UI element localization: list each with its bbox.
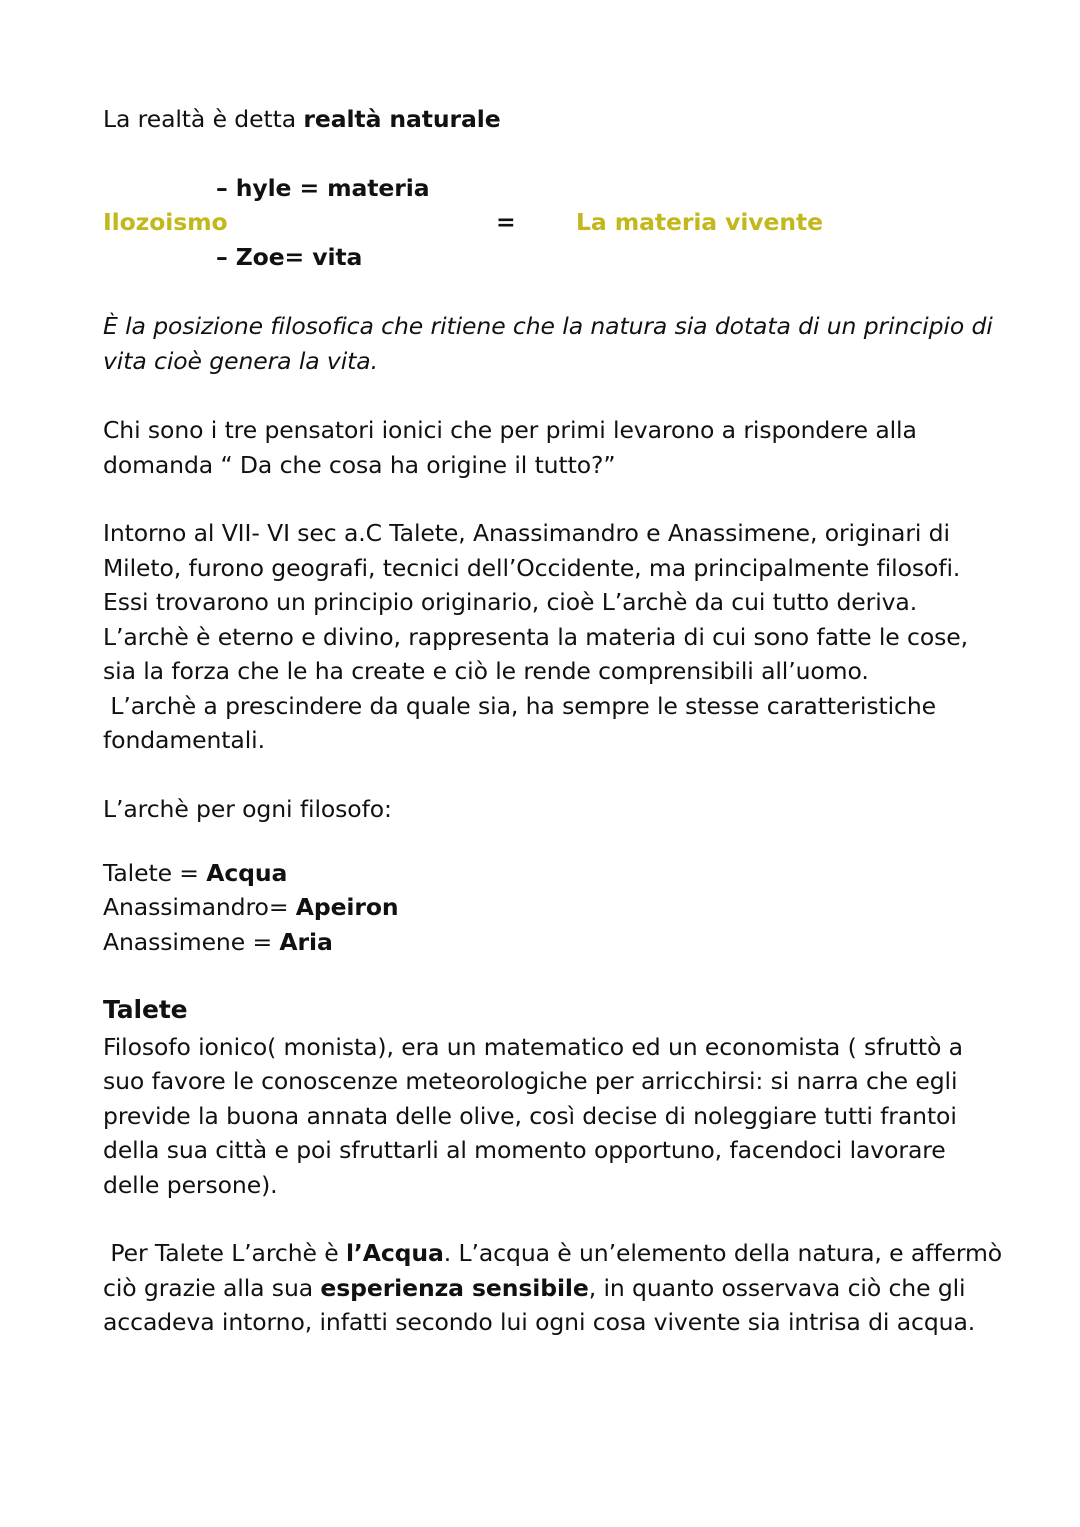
arche-line-5: sia la forza che le ha create e ciò le rende comprensibili all’uomo. — [103, 657, 869, 685]
talete-final-line-2 — [103, 1271, 966, 1306]
talete-final-line-3: accadeva intorno, infatti secondo lui ogni cosa vivente sia intrisa di acqua. — [103, 1308, 976, 1336]
arche-item-value: Apeiron — [295, 893, 399, 921]
zoe-line: – Zoe= vita — [216, 243, 363, 271]
arche-item-name: Anassimandro= — [103, 893, 296, 921]
hyle-line: – hyle = materia — [216, 174, 430, 202]
text-span: ciò grazie alla sua — [103, 1274, 321, 1302]
arche-list-intro: L’archè per ogni filosofo: — [103, 795, 392, 823]
definition-line-2: vita cioè genera la vita. — [103, 347, 378, 375]
text-span: , in quanto osservava ciò che gli — [588, 1274, 966, 1302]
talete-bio-line-2: suo favore le conoscenze meteorologiche per arricchirsi: si narra che egli — [103, 1067, 958, 1095]
text-span: . L’acqua è un’elemento della natura, e affermò — [443, 1239, 1003, 1267]
arche-item-anassimandro — [103, 890, 399, 925]
talete-bio-line-1: Filosofo ionico( monista), era un matematico ed un economista ( sfruttò a — [103, 1033, 963, 1061]
intro-line — [103, 102, 501, 137]
arche-item-value: Aria — [279, 928, 333, 956]
equals-sign: = — [496, 208, 516, 236]
arche-item-talete — [103, 856, 287, 891]
intro-bold: realtà naturale — [303, 105, 501, 133]
ilozoismo-term: Ilozoismo — [103, 208, 228, 236]
esperienza-bold: esperienza sensibile — [320, 1274, 589, 1302]
definition-line-1: È la posizione filosofica che ritiene che la natura sia dotata di un principio di — [103, 312, 993, 340]
talete-bio-line-5: delle persone). — [103, 1171, 278, 1199]
acqua-bold: l’Acqua — [345, 1239, 444, 1267]
arche-line-2: Mileto, furono geografi, tecnici dell’Occidente, ma principalmente filosofi. — [103, 554, 961, 582]
arche-line-1: Intorno al VII- VI sec a.C Talete, Anassimandro e Anassimene, originari di — [103, 519, 950, 547]
talete-bio-line-4: della sua città e poi sfruttarli al momento opportuno, facendoci lavorare — [103, 1136, 946, 1164]
arche-item-anassimene — [103, 925, 333, 960]
arche-item-value: Acqua — [206, 859, 288, 887]
question-line-1: Chi sono i tre pensatori ionici che per primi levarono a rispondere alla — [103, 416, 917, 444]
arche-line-4: L’archè è eterno e divino, rappresenta la materia di cui sono fatte le cose, — [103, 623, 968, 651]
text-span: Per Talete L’archè è — [103, 1239, 346, 1267]
arche-line-7: fondamentali. — [103, 726, 265, 754]
talete-bio-line-3: previde la buona annata delle olive, così decise di noleggiare tutti frantoi — [103, 1102, 957, 1130]
question-line-2: domanda “ Da che cosa ha origine il tutto?” — [103, 451, 616, 479]
ilozoismo-definition: La materia vivente — [576, 208, 823, 236]
arche-line-6: L’archè a prescindere da quale sia, ha sempre le stesse caratteristiche — [103, 692, 936, 720]
arche-line-3: Essi trovarono un principio originario, cioè L’archè da cui tutto deriva. — [103, 588, 918, 616]
intro-text: La realtà è detta — [103, 105, 304, 133]
talete-heading: Talete — [103, 995, 188, 1024]
arche-item-name: Anassimene = — [103, 928, 280, 956]
arche-item-name: Talete = — [103, 859, 207, 887]
talete-final-line-1 — [103, 1236, 1002, 1271]
